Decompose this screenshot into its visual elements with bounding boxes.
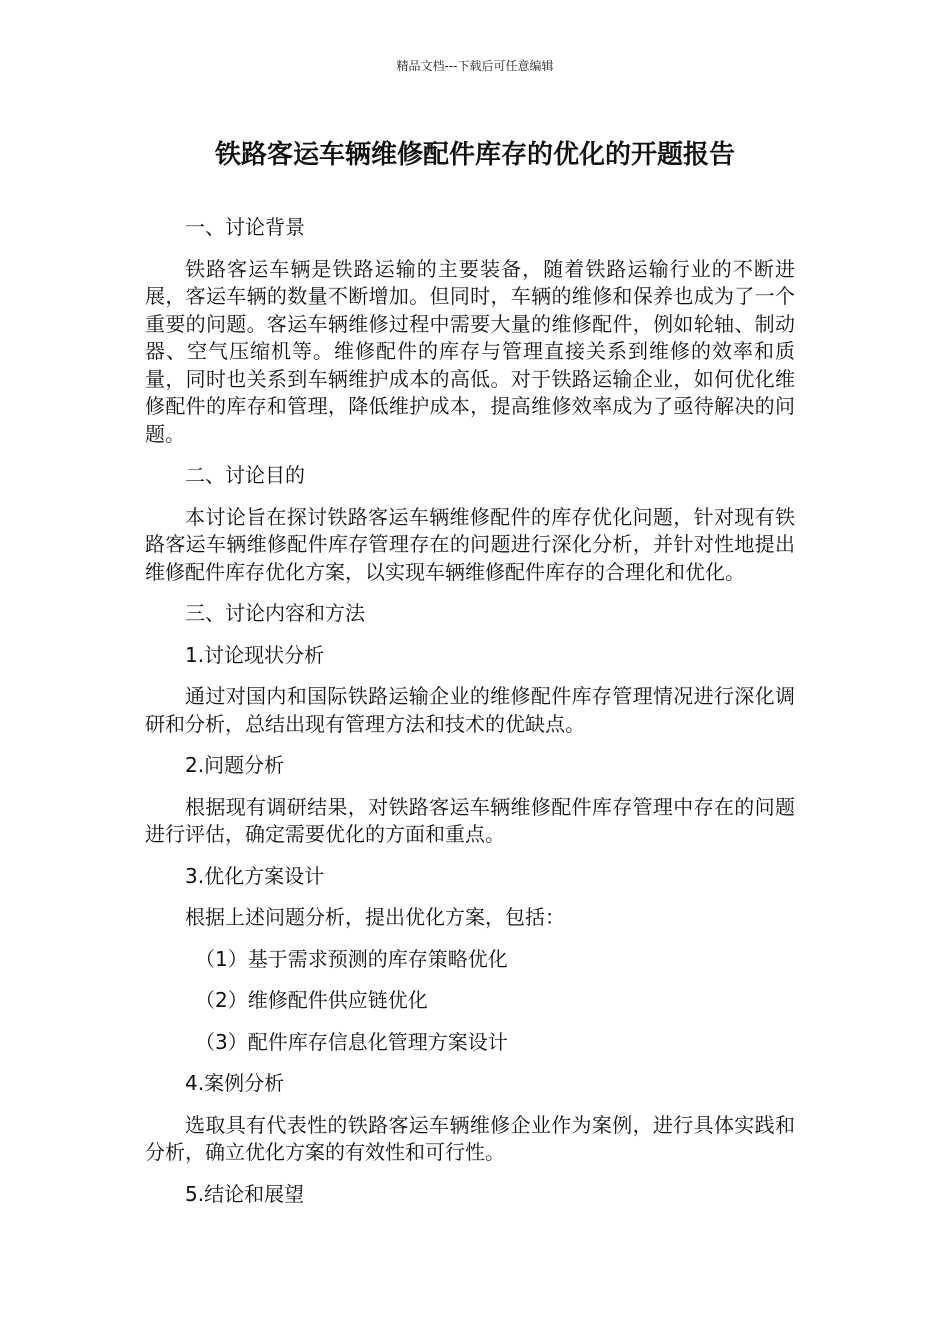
subheading-optimization-design: 3.优化方案设计 [185,863,325,888]
paragraph-background: 铁路客运车辆是铁路运输的主要装备，随着铁路运输行业的不断进展，客运车辆的数量不断增加。但同时，车辆的维修和保养也成为了一个重要的问题。客运车辆维修过程中需要大量的维修配件，例如轮轴、制动器、空气压缩机等。维修配件的库存与管理直接关系到维修的效率和质量，同时也关系到车辆维护成本的高低。对于铁路运输企业，如何优化维修配件的库存和管理，降低维护成本，提高维修效率成为了亟待解决的问题。 [145,256,795,446]
section-heading-content-methods: 三、讨论内容和方法 [185,601,365,625]
subheading-conclusion: 5.结论和展望 [185,1181,305,1206]
document-body [145,214,795,1222]
paragraph-status-analysis: 通过对国内和国际铁路运输企业的维修配件库存管理情况进行深化调研和分析，总结出现有管理方法和技术的优缺点。 [145,684,795,736]
subheading-problem-analysis: 2.问题分析 [185,753,285,777]
document-title: 铁路客运车辆维修配件库存的优化的开题报告 [214,140,735,170]
subheading-status-analysis: 1.讨论现状分析 [185,642,325,667]
paragraph-purpose: 本讨论旨在探讨铁路客运车辆维修配件的库存优化问题，针对现有铁路客运车辆维修配件库存管理存在的问题进行深化分析，并针对性地提出维修配件库存优化方案，以实现车辆维修配件库存的合理化和优化。 [145,504,795,584]
paragraph-problem-analysis: 根据现有调研结果，对铁路客运车辆维修配件库存管理中存在的问题进行评估，确定需要优化的方面和重点。 [145,794,795,846]
subheading-case-analysis: 4.案例分析 [185,1071,285,1095]
section-heading-background: 一、讨论背景 [185,215,305,239]
list-item: （2）维修配件供应链优化 [195,988,428,1012]
section-heading-purpose: 二、讨论目的 [185,463,305,487]
paragraph-optimization-design: 根据上述问题分析，提出优化方案，包括： [185,905,565,929]
list-item: （3）配件库存信息化管理方案设计 [195,1029,508,1054]
list-item: （1）基于需求预测的库存策略优化 [195,946,508,971]
header-note: 精品文档---下载后可任意编辑 [396,59,554,73]
paragraph-case-analysis: 选取具有代表性的铁路客运车辆维修企业作为案例，进行具体实践和分析，确立优化方案的有效性和可行性。 [145,1112,795,1164]
